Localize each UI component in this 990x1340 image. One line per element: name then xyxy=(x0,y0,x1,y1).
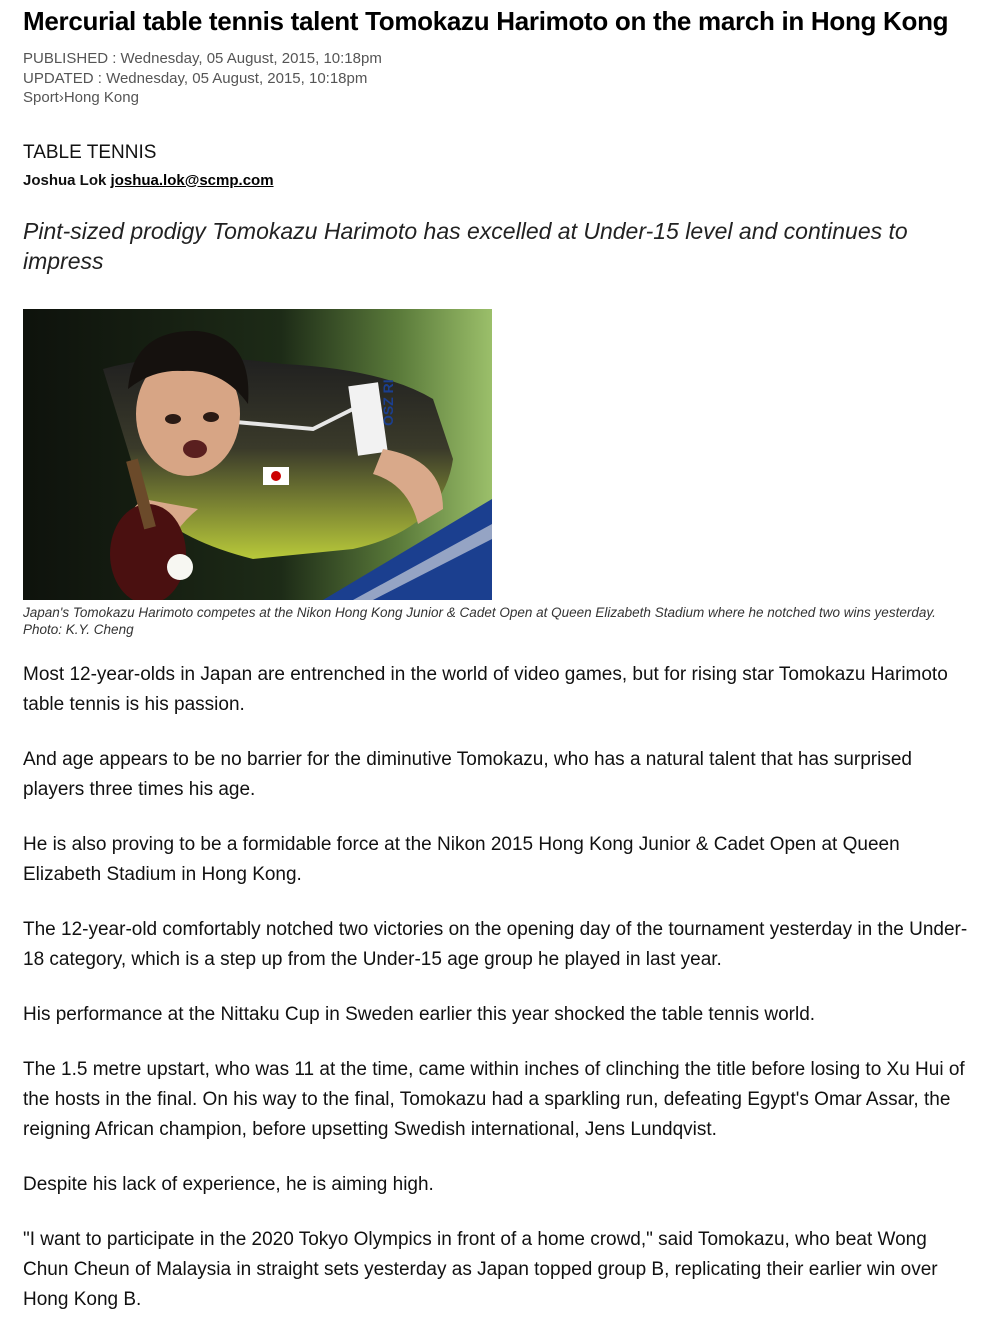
photo-caption: Japan's Tomokazu Harimoto competes at the Nikon Hong Kong Junior & Cadet Open at Queen Elizabeth Stadium where he notched two wins yesterday. Photo: K.Y. Cheng xyxy=(23,604,936,637)
article-meta xyxy=(23,49,971,108)
paragraph: His performance at the Nittaku Cup in Sweden earlier this year shocked the table tennis world. xyxy=(23,1003,816,1025)
published-date: PUBLISHED : Wednesday, 05 August, 2015, 10:18pm xyxy=(23,50,382,67)
article xyxy=(23,4,971,1340)
paragraph: And age appears to be no barrier for the diminutive Tomokazu, who has a natural talent that has surprised players three times his age. xyxy=(23,748,912,800)
updated-date: UPDATED : Wednesday, 05 August, 2015, 10:18pm xyxy=(23,69,368,87)
standfirst: Pint-sized prodigy Tomokazu Harimoto has excelled at Under-15 level and continues to impress xyxy=(23,217,908,274)
section-label: TABLE TENNIS xyxy=(23,141,157,163)
paragraph: The 1.5 metre upstart, who was 11 at the time, came within inches of clinching the title before losing to Xu Hui of the hosts in the final. On his way to the final, Tomokazu had a sparkling run, defeating Egypt's Omar Assar, the reigning African champion, before upsetting Swedish international, Jens Lundqvist. xyxy=(23,1058,965,1140)
jersey-text: OSZ RI xyxy=(380,378,396,426)
paragraph: The 12-year-old comfortably notched two victories on the opening day of the tournament yesterday in the Under-18 category, which is a step up from the Under-15 age group he played in last year. xyxy=(23,918,968,970)
paragraph: Most 12-year-olds in Japan are entrenched in the world of video games, but for rising star Tomokazu Harimoto table tennis is his passion. xyxy=(23,663,948,715)
headline: Mercurial table tennis talent Tomokazu Harimoto on the march in Hong Kong xyxy=(23,6,949,36)
author-email-link[interactable]: joshua.lok@scmp.com xyxy=(110,171,274,189)
byline xyxy=(23,171,971,191)
photo-illustration xyxy=(23,309,492,600)
breadcrumb[interactable]: Sport›Hong Kong xyxy=(23,89,139,106)
paragraph: Despite his lack of experience, he is aiming high. xyxy=(23,1173,434,1195)
article-body xyxy=(23,660,971,1315)
author-name: Joshua Lok xyxy=(23,171,107,189)
paragraph: "I want to participate in the 2020 Tokyo Olympics in front of a home crowd," said Tomokazu, who beat Wong Chun Cheun of Malaysia in straight sets yesterday as Japan topped group B, replicating their earlier win over Hong Kong B. xyxy=(23,1228,938,1310)
article-photo xyxy=(23,309,492,600)
paragraph: He is also proving to be a formidable force at the Nikon 2015 Hong Kong Junior & Cadet Open at Queen Elizabeth Stadium in Hong Kong. xyxy=(23,833,900,885)
